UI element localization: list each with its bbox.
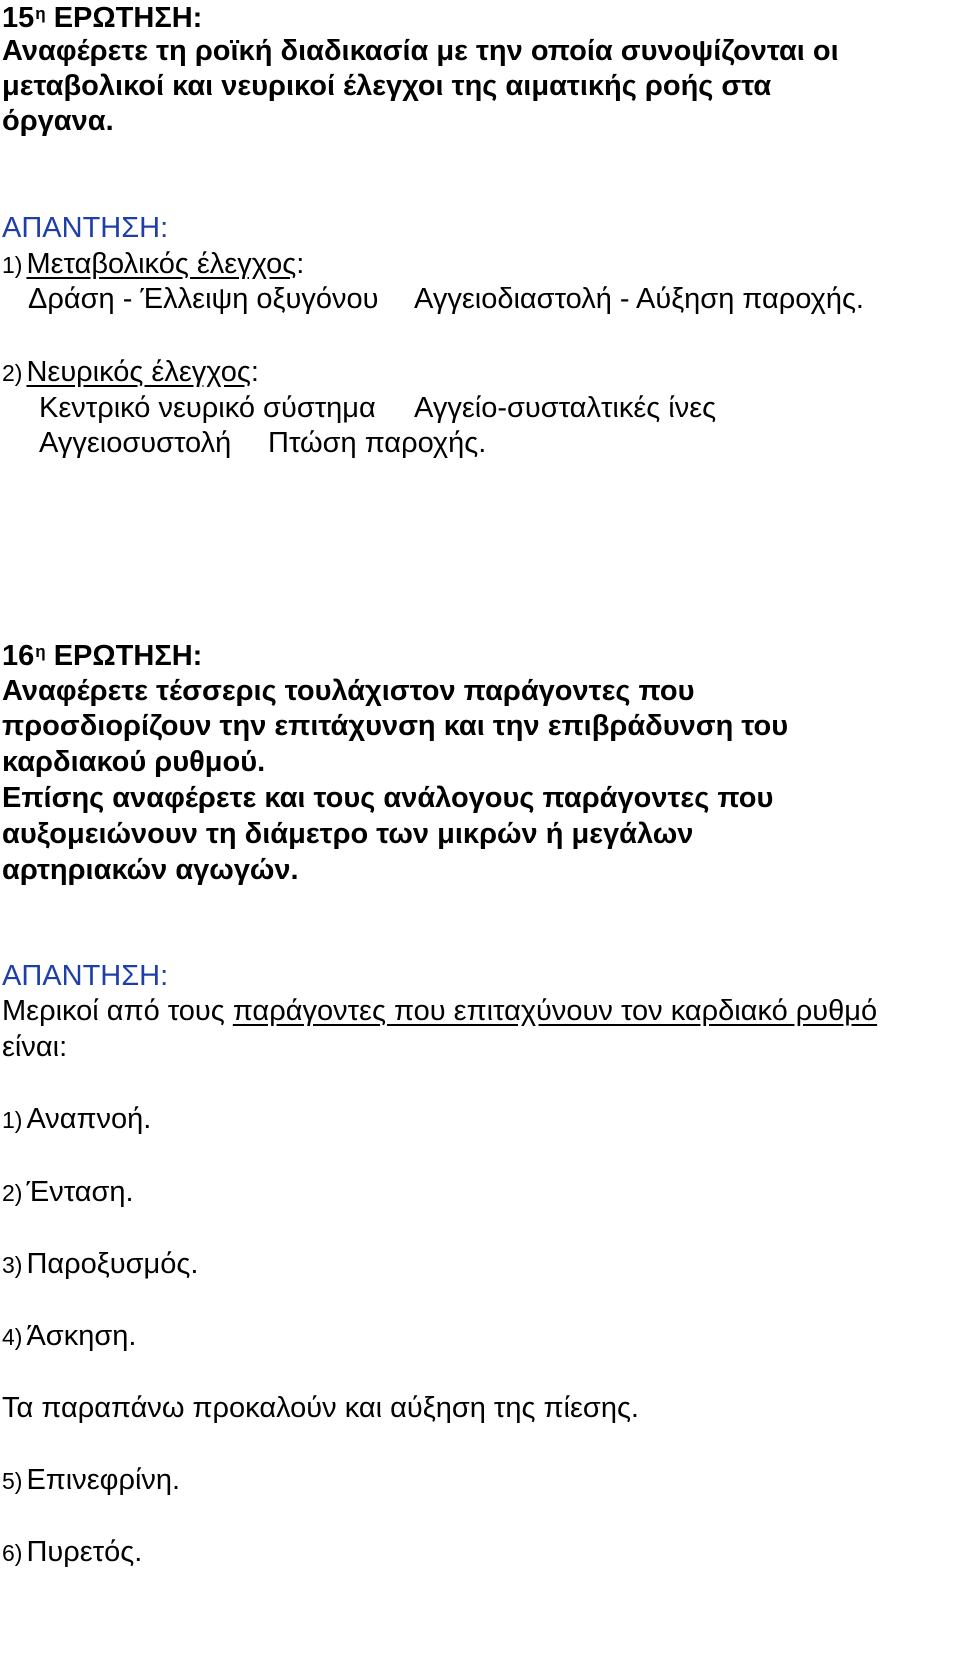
ordinal-suffix: η <box>35 642 46 661</box>
answer-16-note: Τα παραπάνω προκαλούν και αύξηση της πίεσης. <box>2 1392 639 1424</box>
answer-15-item-2-right: Αγγείο-συσταλτικές ίνες <box>414 392 717 424</box>
question-title: ΕΡΩΤΗΣΗ: <box>53 640 203 672</box>
list-item <box>2 1174 134 1211</box>
intro-prefix: Μερικοί από τους <box>2 995 233 1027</box>
question-16-text-line: καρδιακού ρυθμού. <box>2 746 266 778</box>
item-number: 3) <box>2 1252 23 1278</box>
question-number: 16 <box>2 640 35 672</box>
item-text: Αναπνοή. <box>26 1103 152 1135</box>
question-title: ΕΡΩΤΗΣΗ: <box>53 2 203 34</box>
question-16-text-line: Επίσης αναφέρετε και τους ανάλογους παράγοντες που <box>2 782 774 814</box>
question-16-heading <box>2 638 202 674</box>
neural-control-label: Νευρικός έλεγχος <box>26 356 251 388</box>
answer-15-heading: ΑΠΑΝΤΗΣΗ: <box>2 212 169 244</box>
question-number: 15 <box>2 2 35 34</box>
intro-underlined: παράγοντες που επιταχύνουν τον καρδιακό ρυθμό <box>232 995 878 1027</box>
item-text: Παροξυσμός. <box>26 1248 199 1280</box>
answer-15-item-2-left: Κεντρικό νευρικό σύστημα <box>39 392 376 424</box>
list-item <box>2 1246 198 1283</box>
answer-15-item-1-right: Αγγειοδιαστολή - Αύξηση παροχής. <box>414 283 864 315</box>
answer-15-item-2 <box>2 354 259 391</box>
item-number: 2) <box>2 360 23 386</box>
list-item <box>2 1534 142 1571</box>
answer-16-heading: ΑΠΑΝΤΗΣΗ: <box>2 960 169 992</box>
answer-16-intro <box>2 993 877 1029</box>
label-colon: : <box>250 356 259 388</box>
item-number: 5) <box>2 1468 23 1494</box>
question-15-text-line: όργανα. <box>2 105 114 137</box>
item-text: Ένταση. <box>26 1176 134 1208</box>
question-16-text-line: αυξομειώνουν τη διάμετρο των μικρών ή μεγάλων <box>2 818 694 850</box>
answer-16-intro-suffix: είναι: <box>2 1031 68 1063</box>
question-16-text-line: Αναφέρετε τέσσερις τουλάχιστον παράγοντες που <box>2 675 695 707</box>
item-text: Άσκηση. <box>26 1320 137 1352</box>
item-number: 6) <box>2 1540 23 1566</box>
item-text: Επινεφρίνη. <box>26 1464 181 1496</box>
question-15-text-line: Αναφέρετε τη ροϊκή διαδικασία με την οποία συνοψίζονται οι <box>2 35 839 67</box>
list-item <box>2 1318 136 1355</box>
answer-15-item-1-left: Δράση - Έλλειψη οξυγόνου <box>28 283 379 315</box>
item-number: 2) <box>2 1180 23 1206</box>
ordinal-suffix: η <box>35 4 46 23</box>
item-number: 1) <box>2 252 23 278</box>
metabolic-control-label: Μεταβολικός έλεγχος <box>26 248 297 280</box>
question-16-text-line: αρτηριακών αγωγών. <box>2 854 299 886</box>
question-15-heading <box>2 0 202 36</box>
question-15-text-line: μεταβολικοί και νευρικοί έλεγχοι της αιματικής ροής στα <box>2 70 772 102</box>
item-number: 1) <box>2 1107 23 1133</box>
item-text: Πυρετός. <box>26 1536 143 1568</box>
question-16-text-line: προσδιορίζουν την επιτάχυνση και την επιβράδυνση του <box>2 710 789 742</box>
answer-15-item-2-right-2: Πτώση παροχής. <box>268 427 487 459</box>
item-number: 4) <box>2 1324 23 1350</box>
answer-15-item-2-left-2: Αγγειοσυστολή <box>39 427 232 459</box>
list-item <box>2 1462 180 1499</box>
answer-15-item-1 <box>2 246 304 283</box>
label-colon: : <box>296 248 305 280</box>
list-item <box>2 1101 151 1138</box>
